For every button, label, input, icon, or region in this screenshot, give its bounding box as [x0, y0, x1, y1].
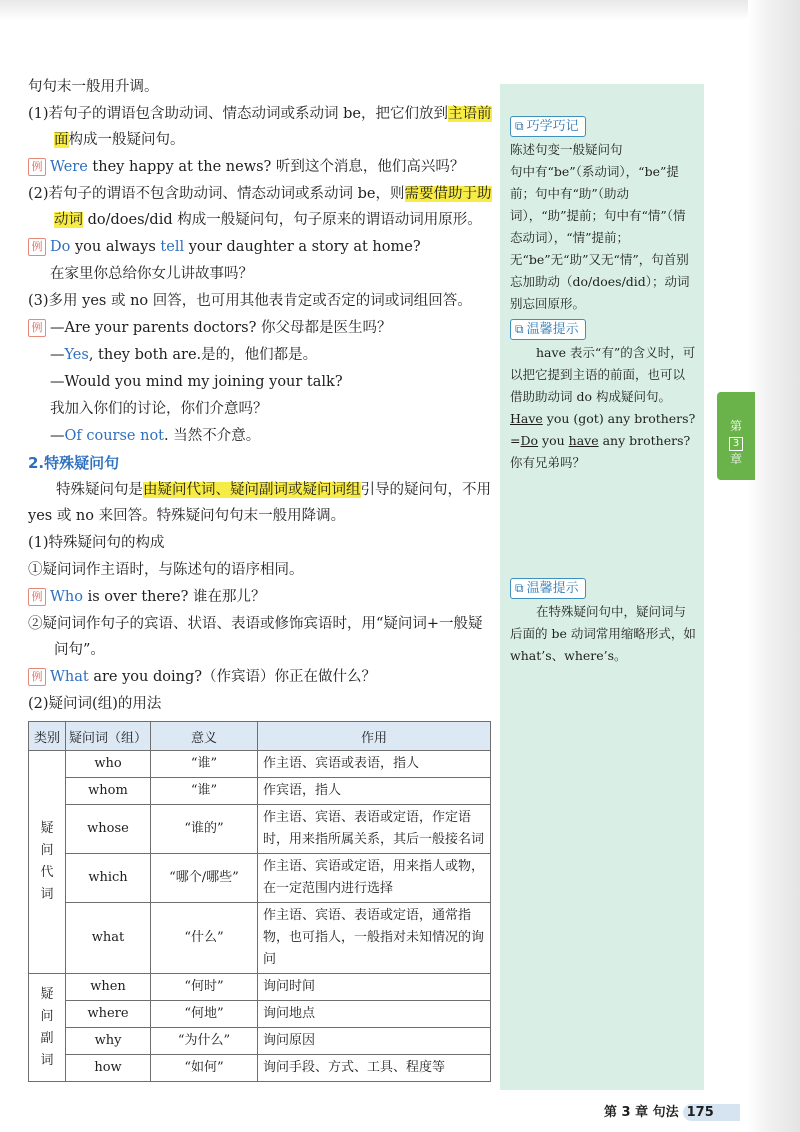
example-3-text-5: . 当然不介意。	[164, 428, 261, 444]
example-3-text-1: —Are your parents doctors? 你父母都是医生吗？	[50, 320, 392, 336]
rule-1-text-b: 构成一般疑问句。	[68, 132, 185, 148]
bookmark-icon: ⧉	[515, 322, 524, 336]
tip-2-example-1	[510, 408, 696, 430]
section-title-special-questions: 2.特殊疑问句	[28, 454, 120, 472]
example-3-line-2	[28, 342, 494, 368]
header-category: 类别	[29, 722, 66, 751]
table-cell-meaning: “什么”	[151, 903, 258, 974]
rule-1-text-a: (1)若句子的谓语包含助动词、情态动词或系动词 be，把它们放到	[28, 106, 449, 122]
table-row	[29, 751, 491, 778]
example-badge-icon: 例	[28, 238, 46, 256]
category-adverb	[29, 974, 66, 1082]
tip-1-title: 陈述句变一般疑问句	[510, 142, 623, 157]
table-cell-word: how	[66, 1055, 151, 1082]
table-row	[29, 1028, 491, 1055]
table-cell-use: 询问手段、方式、工具、程度等	[258, 1055, 491, 1082]
example-3-text-2: , they both are.是的，他们都是。	[88, 347, 318, 363]
header-meaning: 意义	[151, 722, 258, 751]
tip-1-body: 句中有“be”（系动词），“be”提前；句中有“助”（助动词），“助”提前；句中有“情”（情态动词），“情”提前；无“be”无“助”又无“情”，句首别忘加助动（do/does/did）；动词别忘回原形。	[510, 164, 690, 311]
example-2-text: your daughter a story at home?	[184, 239, 421, 255]
table-cell-use: 询问时间	[258, 974, 491, 1001]
table-row	[29, 854, 491, 903]
table-header-row	[29, 722, 491, 751]
example-3-line-4: 我加入你们的讨论，你们介意吗？	[50, 401, 268, 417]
chapter-tab-post: 章	[729, 452, 742, 466]
tip-tag-reminder-2-label: 温馨提示	[526, 581, 579, 596]
example-badge-icon: 例	[28, 319, 46, 337]
example-4	[28, 584, 494, 610]
definition-text-a: 特殊疑问句是	[56, 482, 143, 498]
table-row	[29, 1055, 491, 1082]
chapter-tab-pre: 第	[729, 419, 742, 433]
definition-highlight: 由疑问代词、疑问副词或疑问词组	[143, 482, 361, 498]
tip-2-have-2: have	[568, 433, 599, 448]
continued-line: 句句末一般用升调。	[28, 79, 159, 95]
bookmark-icon: ⧉	[515, 581, 524, 595]
table-cell-word: who	[66, 751, 151, 778]
table-cell-meaning: “谁”	[151, 751, 258, 778]
table-cell-word: why	[66, 1028, 151, 1055]
structure-heading: (1)特殊疑问句的构成	[28, 535, 165, 551]
table-cell-meaning: “谁”	[151, 778, 258, 805]
example-2-text-mid: you always	[70, 239, 161, 255]
rule-1-highlight: 主语前面	[54, 106, 492, 148]
example-2-translation: 在家里你总给你女儿讲故事吗？	[50, 266, 253, 282]
table-cell-word: where	[66, 1001, 151, 1028]
table-cell-use: 作主语、宾语或定语，用来指人或物，在一定范围内进行选择	[258, 854, 491, 903]
example-4-keyword: Who	[50, 589, 83, 605]
tip-tag-memory	[510, 116, 586, 137]
example-3-line-1	[28, 315, 494, 341]
table-cell-word: whom	[66, 778, 151, 805]
table-row	[29, 805, 491, 854]
table-cell-word: what	[66, 903, 151, 974]
chapter-tab-number: 3	[729, 437, 743, 451]
page-right-edge	[748, 0, 800, 1132]
tip-tag-memory-label: 巧学巧记	[526, 119, 579, 134]
dash: —	[50, 428, 65, 444]
table-row	[29, 1001, 491, 1028]
tip-2-do: Do	[520, 433, 539, 448]
sidebar	[510, 115, 696, 667]
table-cell-word: which	[66, 854, 151, 903]
table-cell-meaning: “何地”	[151, 1001, 258, 1028]
example-badge-icon: 例	[28, 668, 46, 686]
tip-2-you: you	[538, 433, 569, 448]
table-cell-meaning: “为什么”	[151, 1028, 258, 1055]
example-5	[28, 664, 494, 690]
page-number: 175	[683, 1104, 740, 1121]
table-cell-meaning: “谁的”	[151, 805, 258, 854]
table-cell-use: 作主语、宾语、表语或定语，作定语时，用来指所属关系，其后一般接名词	[258, 805, 491, 854]
tip-2-body: have 表示“有”的含义时，可以把它提到主语的前面，也可以借助助动词 do 构成疑问句。	[510, 345, 696, 404]
table-cell-meaning: “如何”	[151, 1055, 258, 1082]
structure-rule-2: ②疑问词作句子的宾语、状语、表语或修饰宾语时，用“疑问词+一般疑问句”。	[28, 616, 483, 658]
main-content	[28, 74, 494, 1082]
tip-2-example-2	[510, 430, 696, 452]
table-cell-use: 询问地点	[258, 1001, 491, 1028]
structure-rule-1: ①疑问词作主语时，与陈述句的语序相同。	[28, 562, 304, 578]
rule-1	[28, 101, 494, 153]
example-4-text: is over there? 谁在那儿？	[82, 589, 266, 605]
usage-heading: (2)疑问词(组)的用法	[28, 696, 162, 712]
tip-tag-reminder-2	[510, 578, 586, 599]
example-5-keyword: What	[50, 669, 89, 685]
special-question-definition	[28, 477, 494, 529]
rule-2-text-a: (2)若句子的谓语不包含助动词、情态动词或系动词 be，则	[28, 186, 405, 202]
rule-2-text-b: do/does/did 构成一般疑问句，句子原来的谓语动词用原形。	[83, 212, 482, 228]
tip-2-have: Have	[510, 411, 543, 426]
dash: —	[50, 347, 65, 363]
header-use: 作用	[258, 722, 491, 751]
example-3-keyword-of-course-not: Of course not	[64, 428, 165, 444]
table-cell-use: 作宾语，指人	[258, 778, 491, 805]
table-cell-meaning: “哪个/哪些”	[151, 854, 258, 903]
category-pronoun	[29, 751, 66, 974]
rule-3: (3)多用 yes 或 no 回答，也可用其他表肯定或否定的词或词组回答。	[28, 293, 472, 309]
example-3-keyword-yes: Yes	[64, 347, 89, 363]
bookmark-icon: ⧉	[515, 119, 524, 133]
table-cell-use: 询问原因	[258, 1028, 491, 1055]
example-3-line-5	[28, 423, 494, 449]
rule-2	[28, 181, 494, 233]
example-badge-icon: 例	[28, 158, 46, 176]
example-5-text: are you doing?（作宾语）你正在做什么？	[88, 669, 377, 685]
example-1-keyword: Were	[50, 159, 88, 175]
tip-tag-reminder-1	[510, 319, 586, 340]
example-1	[28, 154, 494, 180]
example-2-keyword-tell: tell	[160, 239, 185, 255]
table-row	[29, 903, 491, 974]
header-word: 疑问词（组）	[66, 722, 151, 751]
footer-chapter: 第 3 章 句法	[604, 1105, 679, 1120]
table-cell-word: when	[66, 974, 151, 1001]
page-footer	[604, 1101, 740, 1121]
page-top-shadow	[0, 0, 800, 20]
example-1-text: they happy at the news? 听到这个消息，他们高兴吗？	[87, 159, 465, 175]
definition-text-b: 引导的疑问句，不用 yes 或 no 来回答。特殊疑问句句末一般用降调。	[28, 482, 491, 524]
tip-tag-reminder-1-label: 温馨提示	[526, 322, 579, 337]
question-word-table	[28, 721, 491, 1082]
chapter-tab	[717, 392, 755, 480]
category-adverb-label: 疑 问 副 词	[40, 986, 54, 1068]
table-cell-word: whose	[66, 805, 151, 854]
example-2	[28, 234, 494, 260]
tip-2-example-3: 你有兄弟吗？	[510, 455, 586, 470]
table-cell-use: 作主语、宾语、表语或定语，通常指物，也可指人，一般指对未知情况的询问	[258, 903, 491, 974]
tip-2-equals: =	[510, 433, 521, 448]
example-3-line-3: —Would you mind my joining your talk?	[50, 374, 343, 390]
rule-2-highlight: 需要借助于助动词	[54, 186, 492, 228]
category-pronoun-label: 疑 问 代 词	[40, 821, 54, 902]
example-2-keyword-do: Do	[50, 239, 71, 255]
table-row	[29, 778, 491, 805]
tip-3-body: 在特殊疑问句中，疑问词与后面的 be 动词常用缩略形式，如 what’s、where’s。	[510, 604, 696, 663]
table-row	[29, 974, 491, 1001]
table-cell-use: 作主语、宾语或表语，指人	[258, 751, 491, 778]
table-cell-meaning: “何时”	[151, 974, 258, 1001]
tip-2-ex2-rest: any brothers?	[598, 433, 691, 448]
example-badge-icon: 例	[28, 588, 46, 606]
tip-2-ex1-rest: you (got) any brothers?	[542, 411, 696, 426]
